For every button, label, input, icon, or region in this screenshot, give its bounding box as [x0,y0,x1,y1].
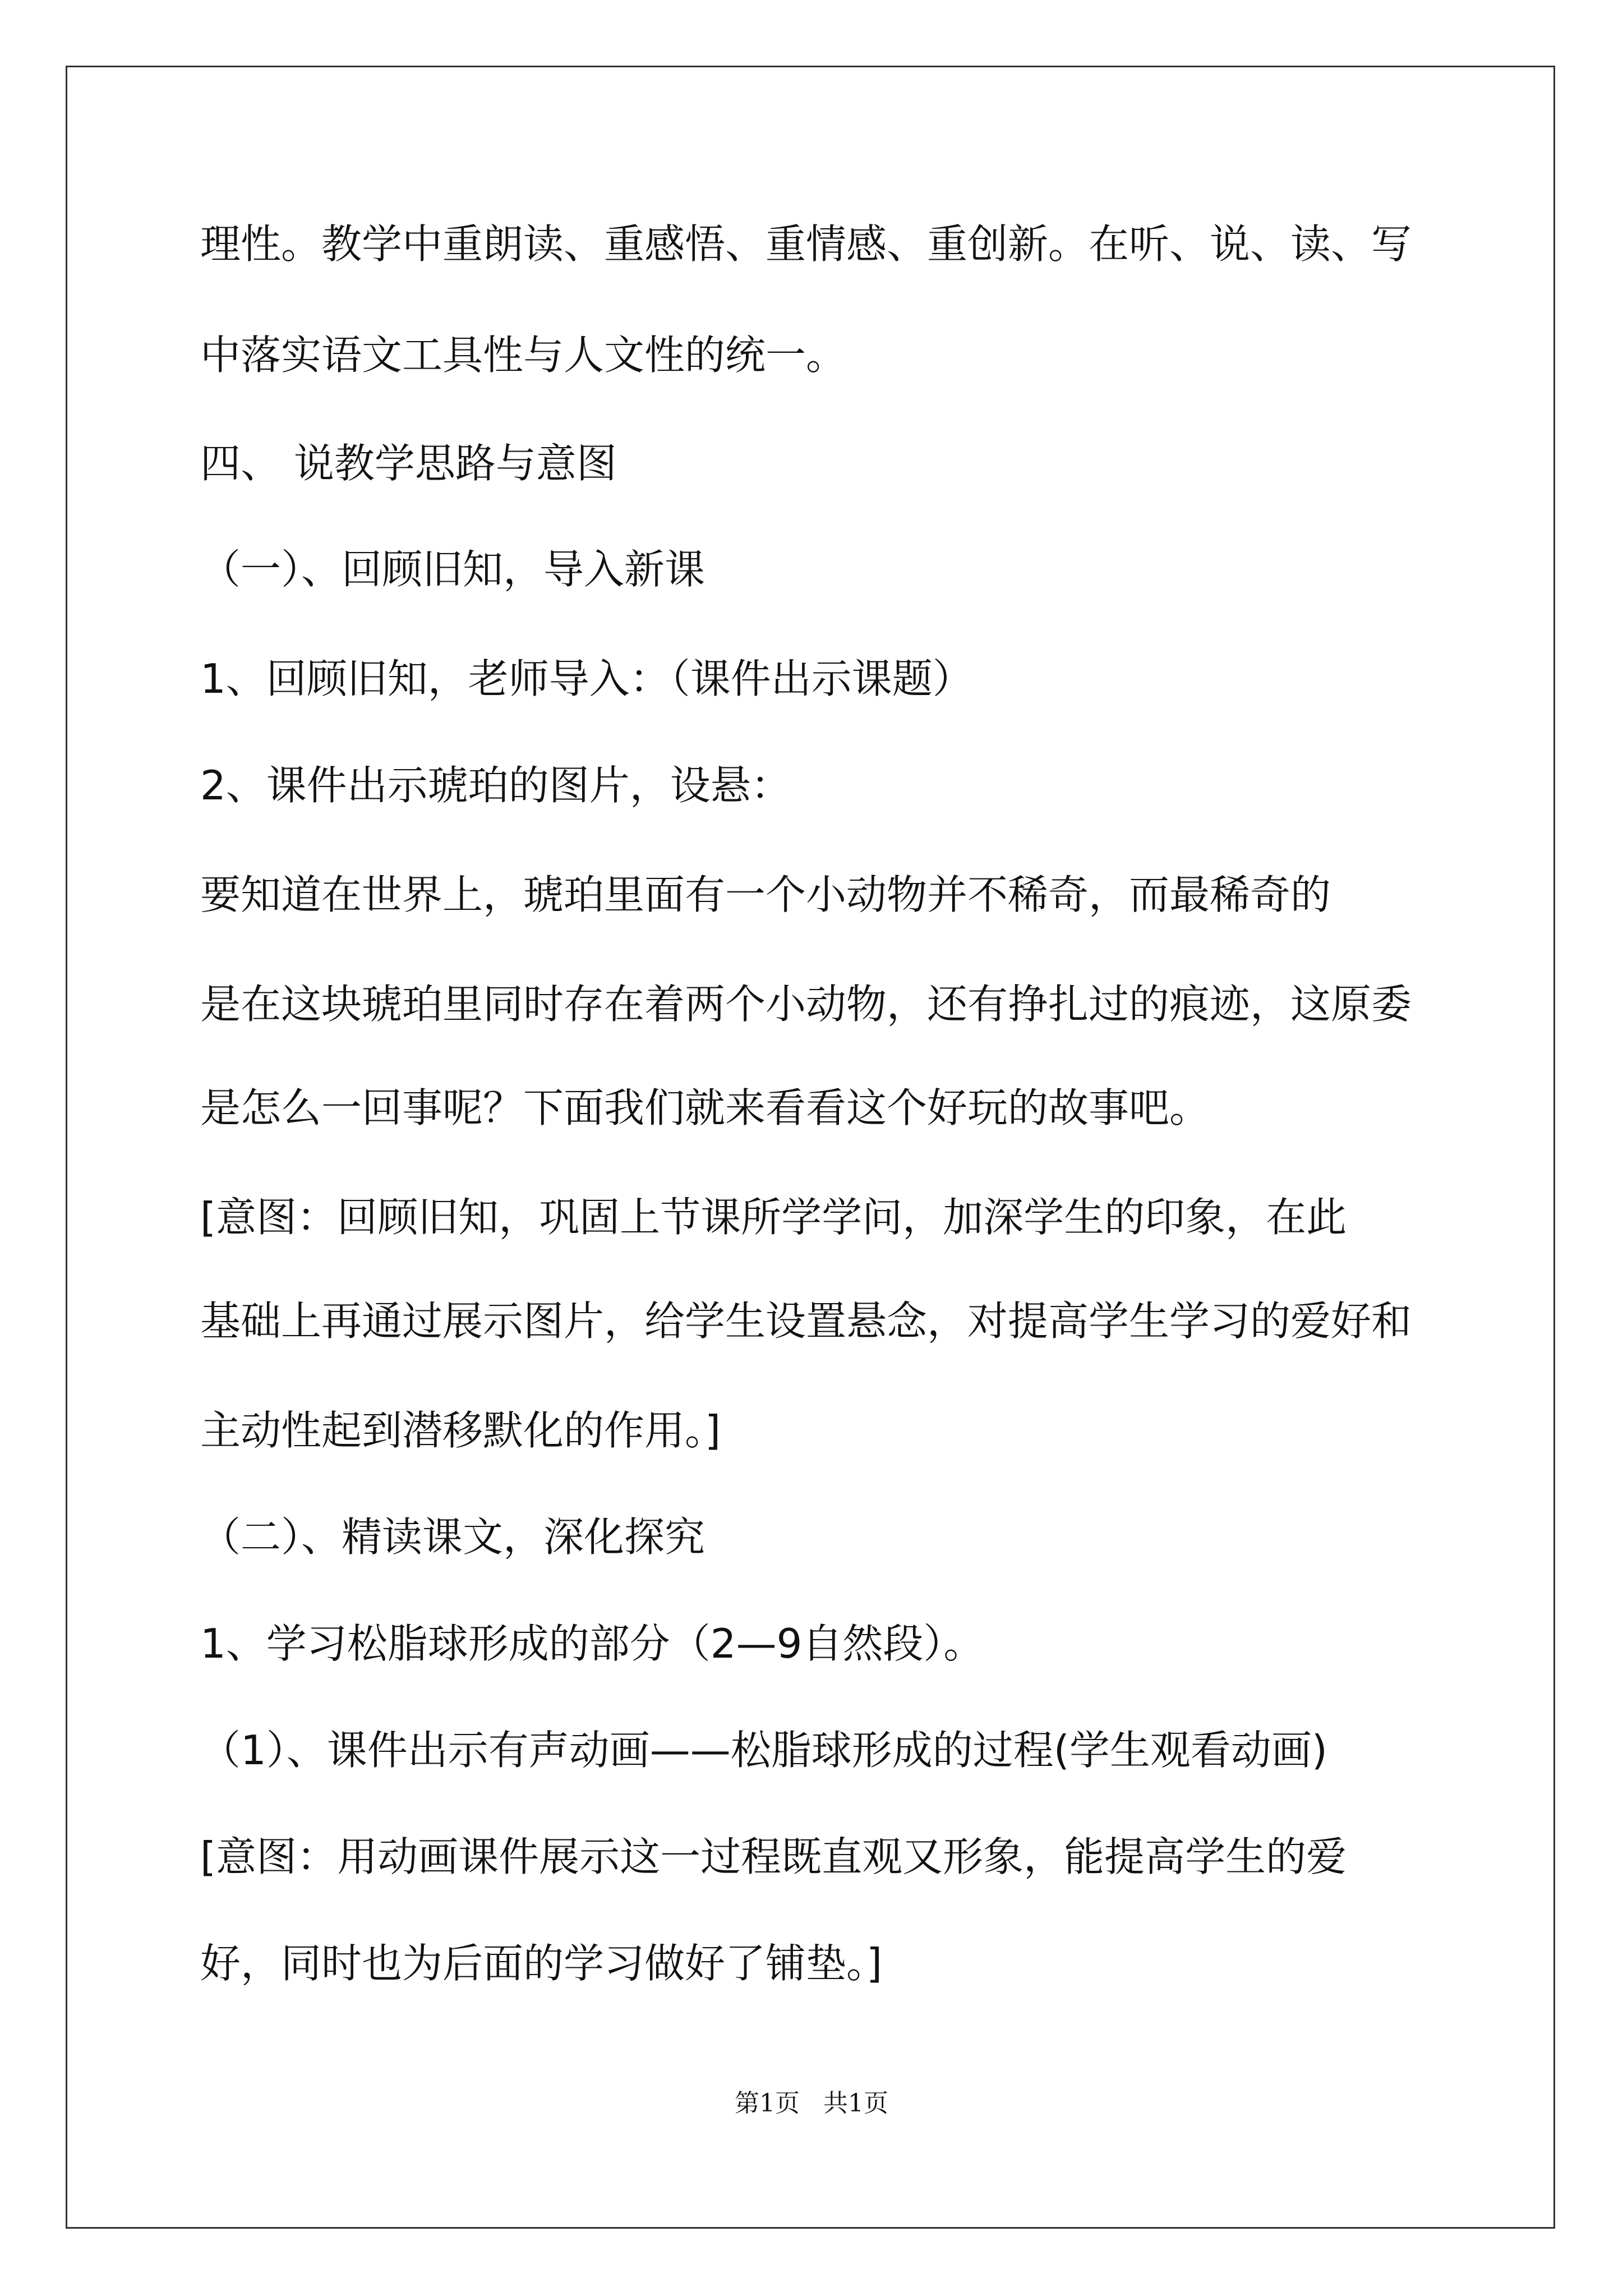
paragraph-line: [意图：用动画课件展示这一过程既直观又形象，能提高学生的爱 [200,1833,1347,1880]
paragraph-line: 2、课件出示琥珀的图片，设悬： [200,762,791,809]
subsection-heading: （二）、精读课文，深化探究 [200,1513,706,1561]
subsection-heading: （一）、回顾旧知，导入新课 [200,546,706,593]
paragraph-line: 要知道在世界上，琥珀里面有一个小动物并不稀奇，而最稀奇的 [200,871,1331,918]
paragraph-line: 是在这块琥珀里同时存在着两个小动物，还有挣扎过的痕迹，这原委 [200,981,1412,1028]
paragraph-line: 是怎么一回事呢？下面我们就来看看这个好玩的故事吧。 [200,1084,1210,1131]
paragraph-line: [意图：回顾旧知，巩固上节课所学学问，加深学生的印象，在此 [200,1194,1347,1241]
section-heading: 四、 说教学思路与意图 [200,440,617,487]
paragraph-line: 理性。教学中重朗读、重感悟、重情感、重创新。在听、说、读、写 [200,220,1412,268]
page-border [66,66,1555,2229]
paragraph-line: 好，同时也为后面的学习做好了铺垫。] [200,1940,883,1987]
paragraph-line: 1、回顾旧知，老师导入：（课件出示课题） [200,655,973,702]
page-footer: 第1页 共1页 [735,2089,888,2118]
paragraph-line: 中落实语文工具性与人文性的统一。 [200,332,847,379]
paragraph-line: （1）、课件出示有声动画——松脂球形成的过程(学生观看动画) [200,1727,1327,1774]
paragraph-line: 主动性起到潜移默化的作用。] [200,1407,721,1454]
paragraph-line: 1、学习松脂球形成的部分（2—9自然段）。 [200,1620,984,1667]
paragraph-line: 基础上再通过展示图片，给学生设置悬念，对提高学生学习的爱好和 [200,1297,1412,1345]
